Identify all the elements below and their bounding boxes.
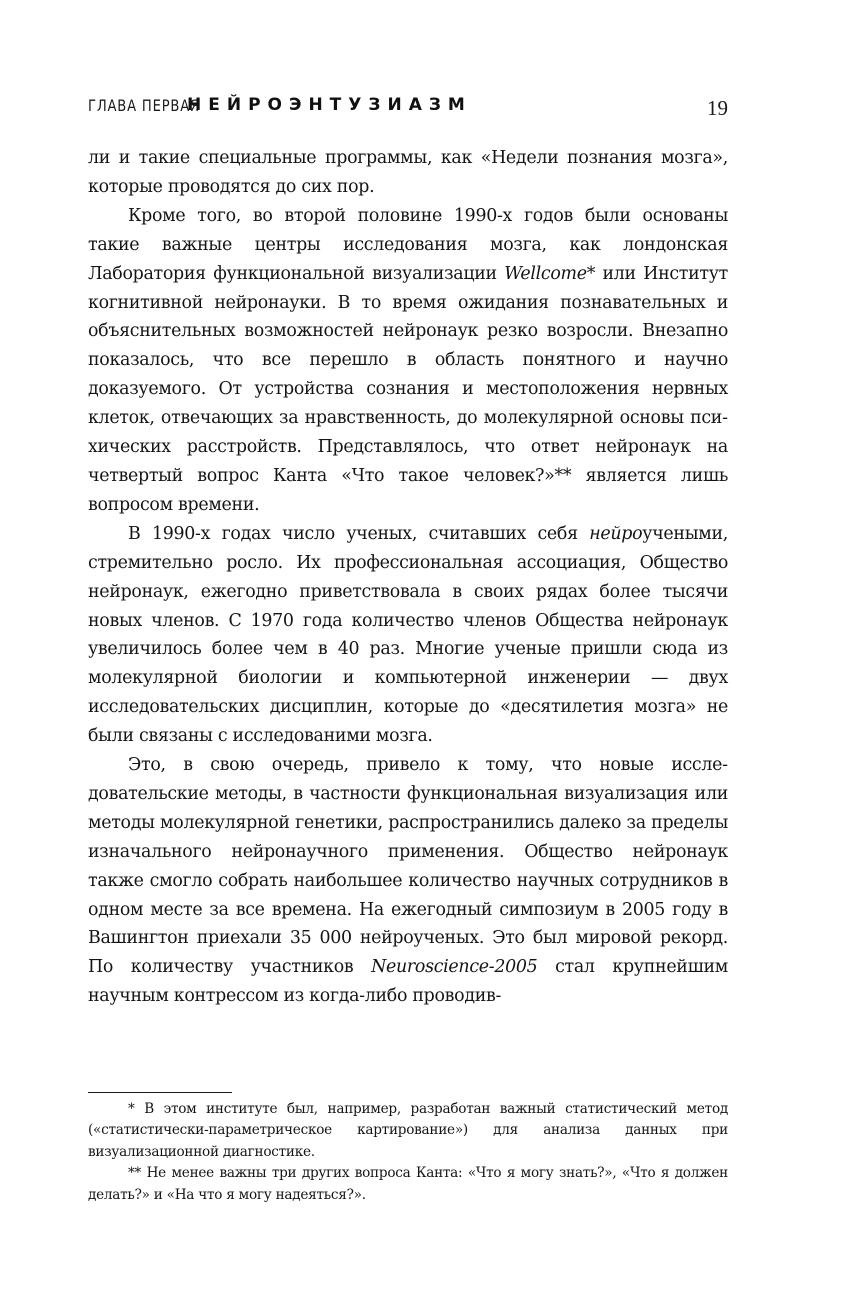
paragraph-3 [88,520,728,751]
paragraph-1 [88,144,728,202]
footnote-2: ** Не менее важны три других вопроса Канта: «Что я могу знать?», «Что я должен делать?» и «На что я могу надеяться?». [88,1165,728,1203]
italic-run: Wellcome [504,263,587,284]
text-run: стал крупнейшим научным контрессом из когда-либо проводив- [88,957,728,1007]
text-run: ли и такие специальные программы, как «Недели познания мозга», которые проводятся до сих пор. [88,148,728,197]
italic-run: Neuroscience-2005 [371,957,538,978]
page-number: 19 [707,96,728,120]
chapter-label: ГЛАВА ПЕРВАЯ [88,96,200,115]
italic-run: нейро [589,523,643,544]
text-run: Это, в свою очередь, привело к тому, что новые исследовательские методы, в частности функциональная визуализация или методы молекулярной генетики, распространились далеко за пределы изначального нейронаучного применения. Общество нейронаук также смогло собрать наибольшее количество научных сотрудников в одном месте за все времена. На ежегодный симпозиум в 2005 году в Вашингтон приехали 35 000 нейроученых. Это был мировой рекорд. По количеству участников [88,755,728,978]
paragraph-4 [88,751,728,1011]
chapter-title: НЕЙРОЭНТУЗИАЗМ [187,95,472,115]
footnote-1: * В этом институте был, например, разработан важный статистический метод («статистически-параметрическое картирование») для анализа данных при визуализационной диагностике. [88,1101,728,1160]
body-text [88,144,728,1011]
running-head [88,96,728,126]
text-run: Кроме того, во второй половине 1990-х годов были основаны такие важные центры исследования мозга, как лондонская Лаборатория функциональной визуализации [88,205,728,284]
paragraph-2 [88,202,728,520]
book-page [88,96,728,1011]
footnote-divider [88,1092,232,1093]
text-run: В 1990-х годах число ученых, считавших себя [128,523,590,544]
text-run: учеными, стремительно росло. Их профессиональная ассоциация, Общество нейронаук, ежегодно приветствовала в своих рядах более тысячи новых членов. С 1970 года количество членов Общества нейронаук увеличилось более чем в 40 раз. Многие ученые пришли сюда из молекулярной биологии и компьютерной инженерии — двух исследовательских дисциплин, которые до «десятилетия мозга» не были связаны с исследованими мозга. [88,523,728,747]
footnotes [88,1099,728,1206]
text-run: * или Институт когнитивной нейронауки. В то время ожидания познавательных и объяснительных возможностей нейронаук резко возросли. Внезапно показалось, что все перешло в область понятного и научно доказуемого. От устройства сознания и местоположения нервных клеток, отвечающих за нравственность, до молекулярной основы психических расстройств. Представлялось, что ответ нейронаук на четвертый вопрос Канта «Что такое человек?»** является лишь вопросом времени. [88,263,728,515]
